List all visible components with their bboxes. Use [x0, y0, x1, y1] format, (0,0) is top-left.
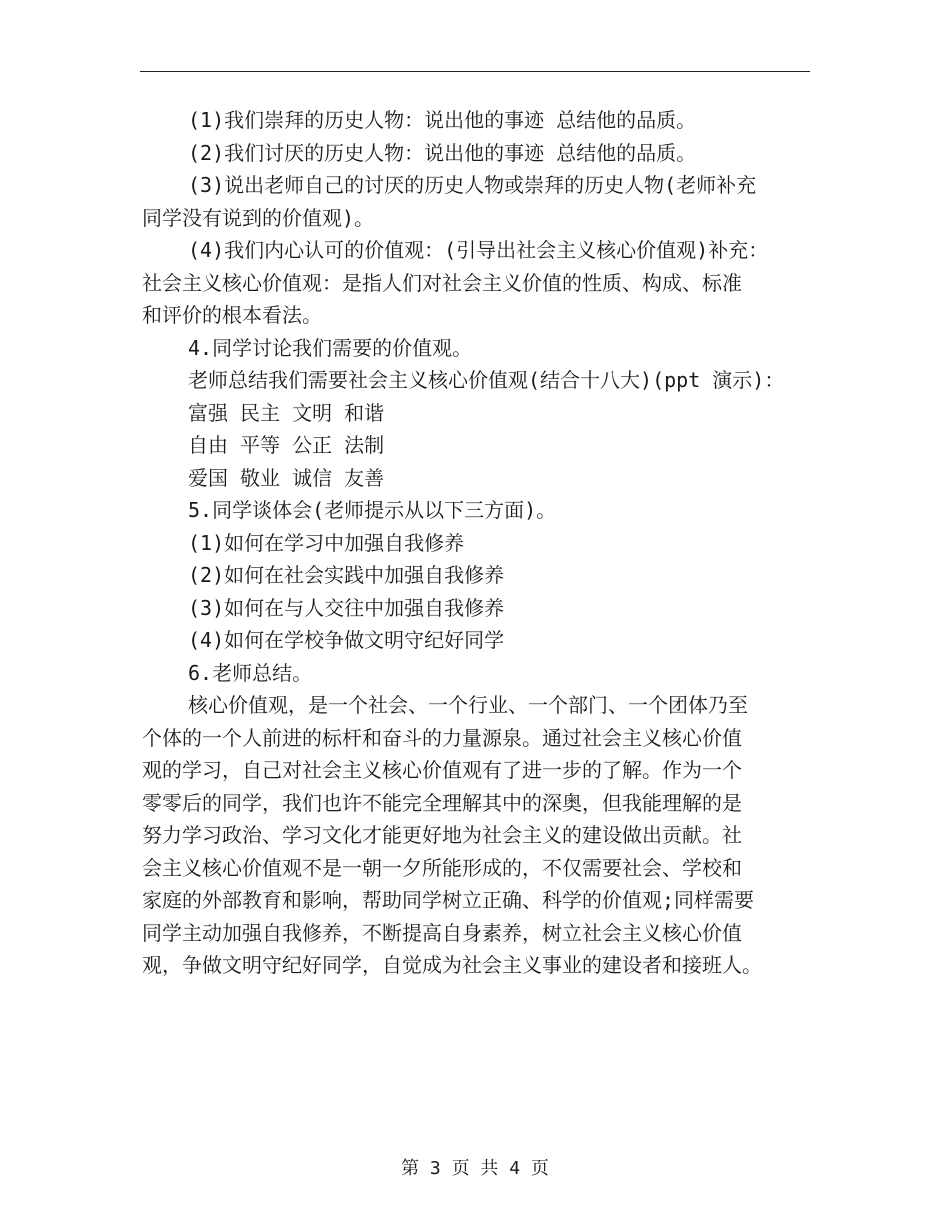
body-line: 努力学习政治、学习文化才能更好地为社会主义的建设做出贡献。社 [142, 823, 742, 847]
body-line: 5.同学谈体会(老师提示从以下三方面)。 [188, 498, 557, 522]
body-line: 会主义核心价值观不是一朝一夕所能形成的，不仅需要社会、学校和 [142, 855, 742, 880]
body-line: 零零后的同学，我们也许不能完全理解其中的深奥，但我能理解的是 [142, 790, 742, 815]
body-line: (2)我们讨厌的历史人物：说出他的事迹 总结他的品质。 [188, 140, 697, 165]
body-line: (2)如何在社会实践中加强自我修养 [188, 563, 505, 587]
body-line: (3)说出老师自己的讨厌的历史人物或崇拜的历史人物(老师补充 [188, 173, 757, 197]
body-line: 4.同学讨论我们需要的价值观。 [188, 335, 473, 360]
body-line: (3)如何在与人交往中加强自我修养 [188, 595, 505, 620]
body-line: (4)如何在学校争做文明守纪好同学 [188, 628, 505, 652]
body-line: 老师总结我们需要社会主义核心价值观(结合十八大)(ppt 演示)： [188, 368, 785, 392]
body-line: 观的学习，自己对社会主义核心价值观有了进一步的了解。作为一个 [142, 758, 742, 782]
document-body [142, 104, 810, 982]
body-line: 个体的一个人前进的标杆和奋斗的力量源泉。通过社会主义核心价值 [142, 725, 742, 750]
body-line: (1)我们崇拜的历史人物：说出他的事迹 总结他的品质。 [188, 108, 697, 132]
body-line: 社会主义核心价值观：是指人们对社会主义价值的性质、构成、标准 [142, 270, 742, 295]
body-line: 核心价值观，是一个社会、一个行业、一个部门、一个团体乃至 [188, 693, 748, 717]
body-line: 观，争做文明守纪好同学，自觉成为社会主义事业的建设者和接班人。 [142, 953, 762, 977]
body-line: (4)我们内心认可的价值观：(引导出社会主义核心价值观)补充： [188, 238, 769, 262]
body-line: 6.老师总结。 [188, 660, 313, 685]
body-line: 同学主动加强自我修养，不断提高自身素养，树立社会主义核心价值 [142, 920, 742, 945]
page-number-footer: 第 3 页 共 4 页 [401, 1158, 549, 1179]
body-line: 富强 民主 文明 和谐 [188, 400, 385, 425]
body-line: (1)如何在学习中加强自我修养 [188, 530, 465, 555]
header-rule [140, 71, 810, 72]
body-line: 家庭的外部教育和影响，帮助同学树立正确、科学的价值观;同样需要 [142, 888, 755, 912]
body-line: 爱国 敬业 诚信 友善 [188, 465, 385, 490]
body-line: 和评价的根本看法。 [142, 303, 322, 327]
body-line: 同学没有说到的价值观)。 [142, 205, 375, 230]
body-line: 自由 平等 公正 法制 [188, 433, 385, 457]
